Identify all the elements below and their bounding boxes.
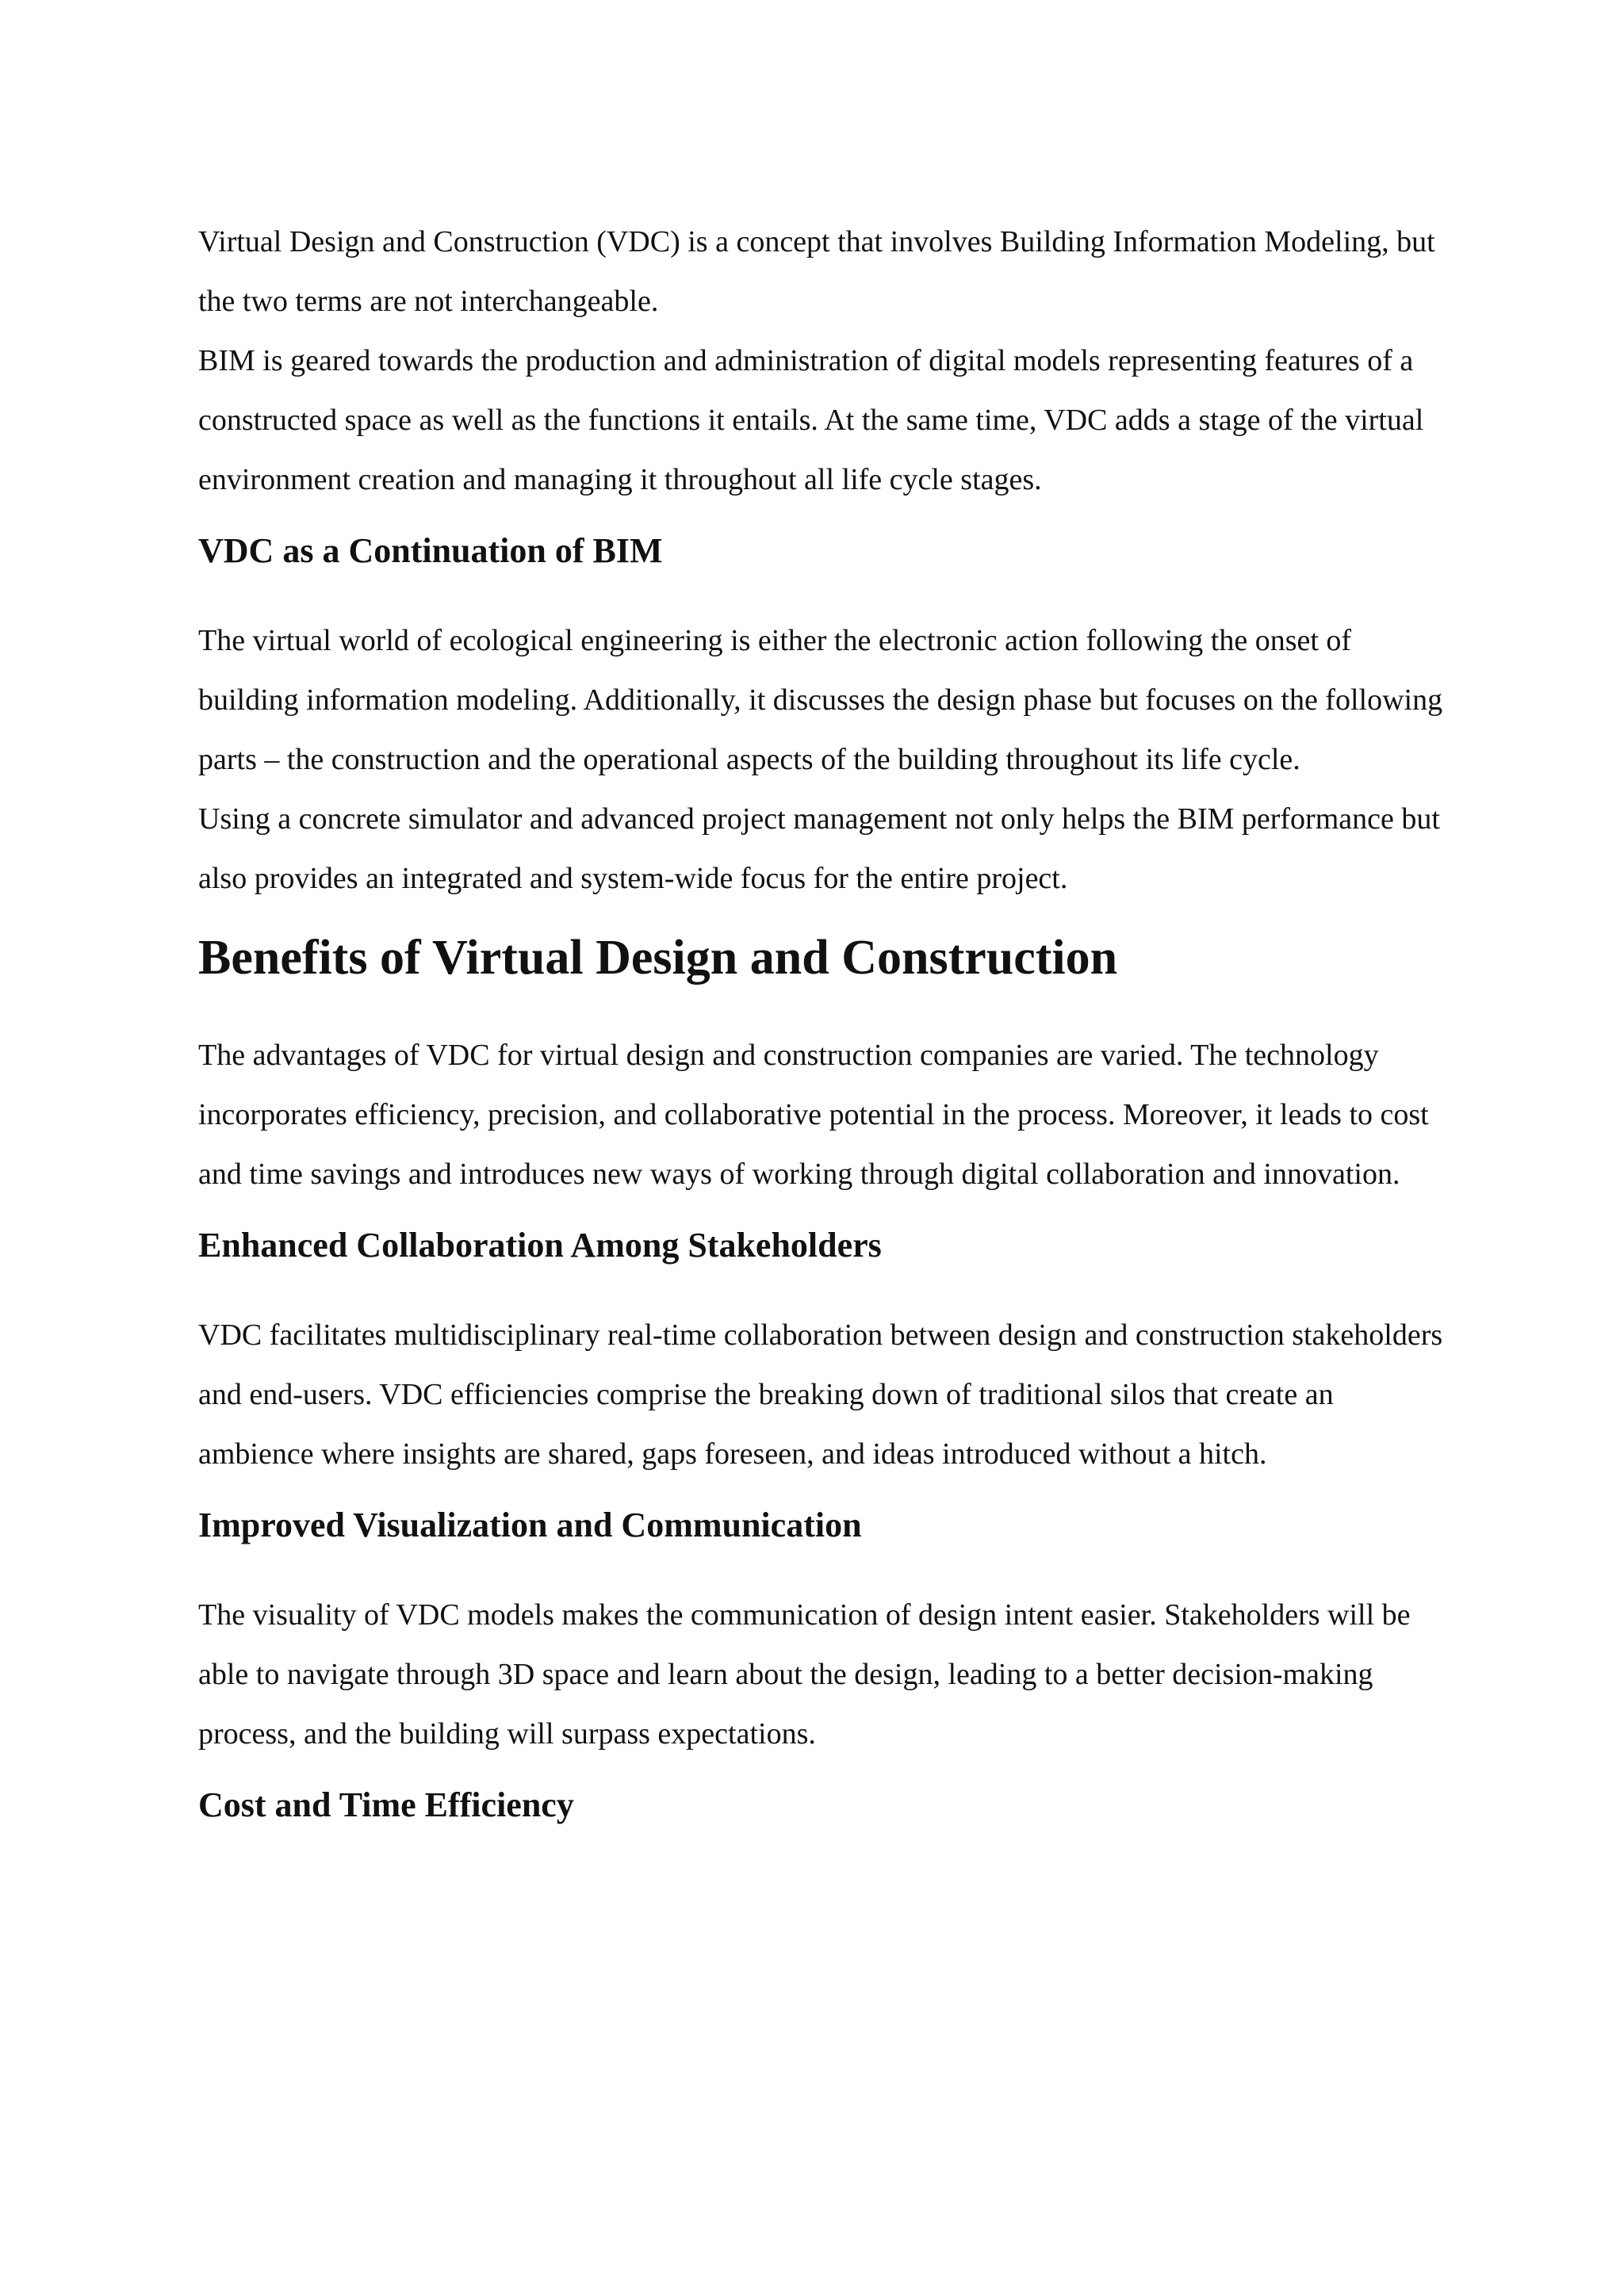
document-page [198,212,1451,1829]
intro-paragraph-1: Virtual Design and Construction (VDC) is a concept that involves Building Information Modeling, but the two terms are not interchangeable. [198,225,1435,318]
continuation-paragraph-1: The virtual world of ecological engineering is either the electronic action following the onset of building information modeling. Additionally, it discusses the design phase but focuses on the following parts – the construction and the operational aspects of the building throughout its life cycle. [198,624,1443,776]
heading-benefits: Benefits of Virtual Design and Construction [198,931,1118,985]
heading-enhanced-collaboration: Enhanced Collaboration Among Stakeholders [198,1226,882,1265]
collaboration-paragraph-1: VDC facilitates multidisciplinary real-time collaboration between design and construction stakeholders and end-users. VDC efficiencies comprise the breaking down of traditional silos that create an ambience where insights are shared, gaps foreseen, and ideas introduced without a hitch. [198,1318,1443,1471]
heading-cost-time-efficiency: Cost and Time Efficiency [198,1785,574,1824]
continuation-paragraph-2: Using a concrete simulator and advanced project management not only helps the BIM performance but also provides an integrated and system-wide focus for the entire project. [198,802,1440,895]
visualization-paragraph-1: The visuality of VDC models makes the communication of design intent easier. Stakeholders will be able to navigate through 3D space and learn about the design, leading to a better decision-making process, and the building will surpass expectations. [198,1598,1411,1751]
heading-vdc-continuation: VDC as a Continuation of BIM [198,531,663,570]
heading-improved-visualization: Improved Visualization and Communication [198,1506,862,1544]
intro-paragraph-2: BIM is geared towards the production and administration of digital models representing features of a constructed space as well as the functions it entails. At the same time, VDC adds a stage of the virtual environment creation and managing it throughout all life cycle stages. [198,344,1424,496]
benefits-paragraph-1: The advantages of VDC for virtual design and construction companies are varied. The technology incorporates efficiency, precision, and collaborative potential in the process. Moreover, it leads to cost and time savings and introduces new ways of working through digital collaboration and innovation. [198,1039,1429,1191]
